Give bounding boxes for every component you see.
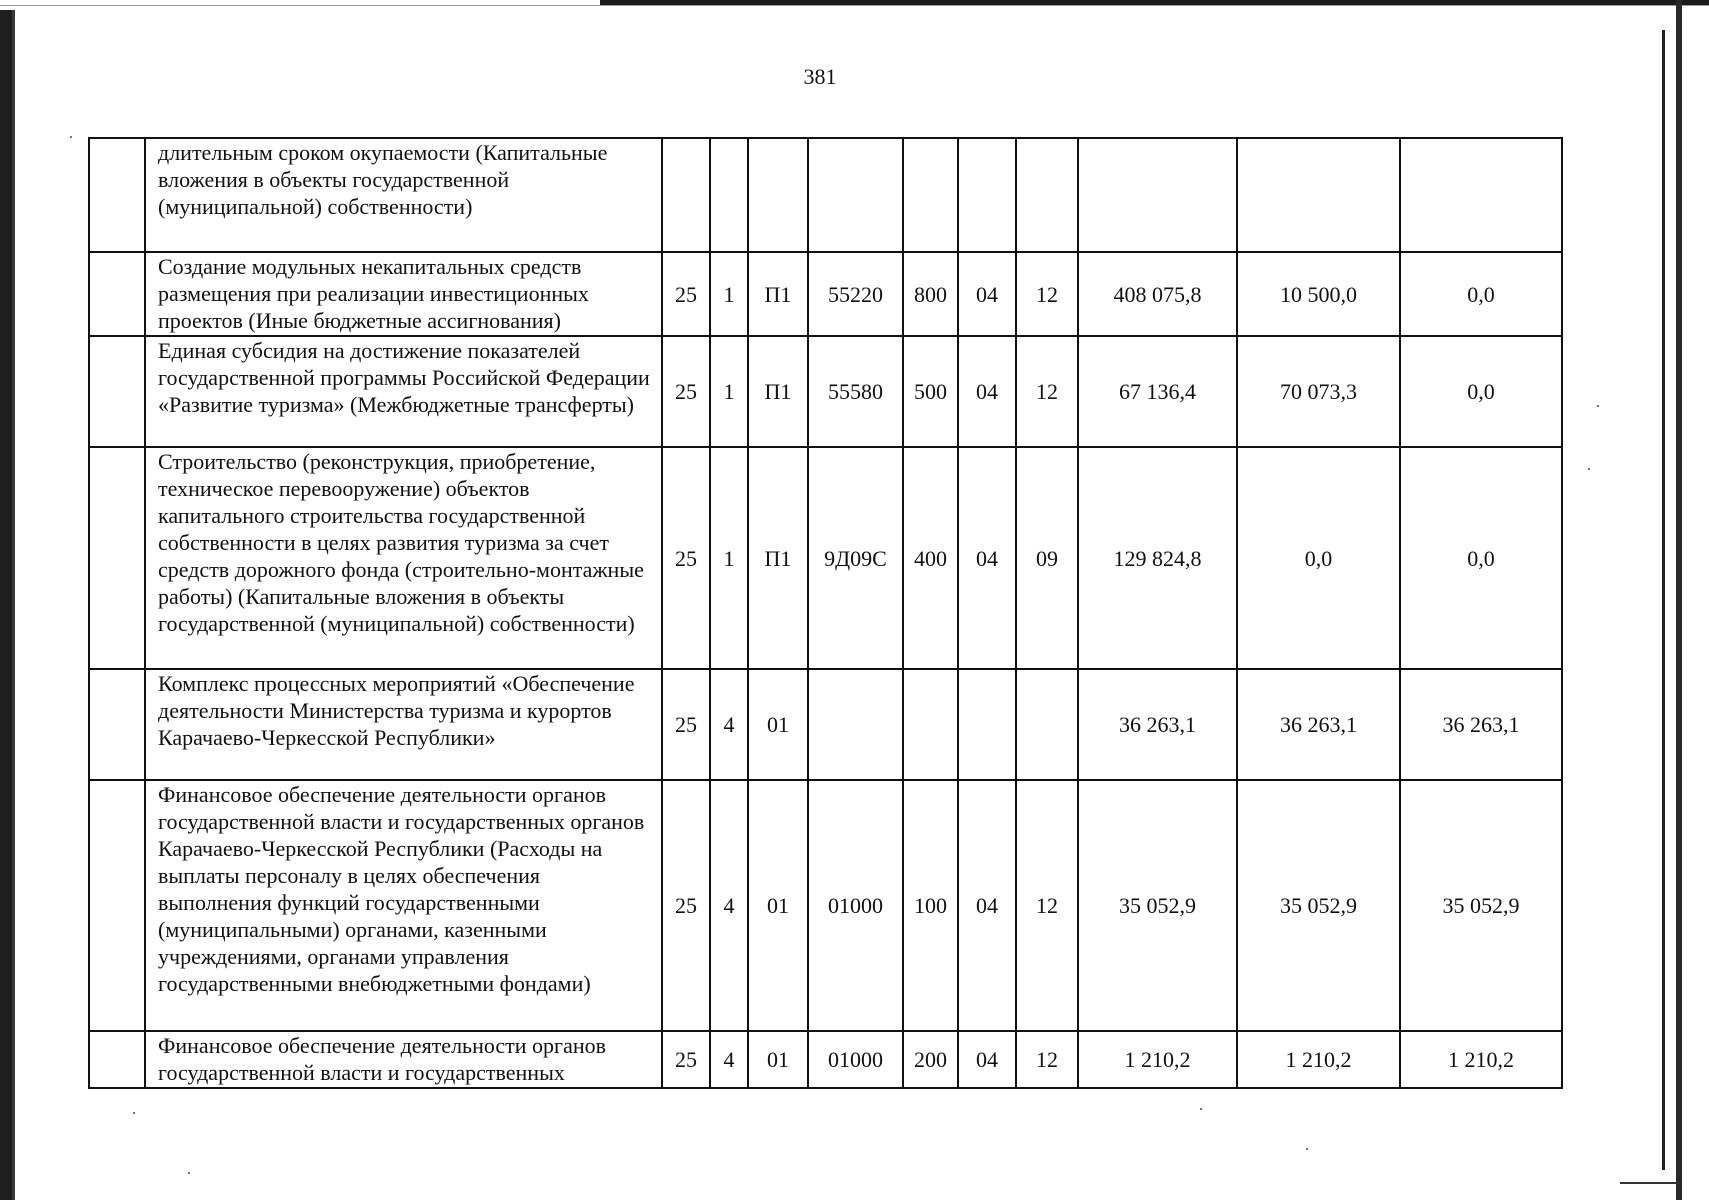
amount-cell: 408 075,8 bbox=[1078, 252, 1237, 336]
code-cell: 55580 bbox=[808, 336, 903, 447]
scan-edge-top-line bbox=[0, 5, 1709, 6]
code-cell: 400 bbox=[903, 447, 958, 669]
amount-cell bbox=[1237, 138, 1400, 252]
row-number-cell bbox=[89, 669, 145, 780]
code-cell: 01000 bbox=[808, 1031, 903, 1088]
code-cell: П1 bbox=[748, 252, 808, 336]
amount-cell: 67 136,4 bbox=[1078, 336, 1237, 447]
code-cell bbox=[662, 138, 710, 252]
amount-cell: 1 210,2 bbox=[1237, 1031, 1400, 1088]
code-cell: 4 bbox=[710, 669, 748, 780]
amount-cell: 35 052,9 bbox=[1237, 780, 1400, 1031]
amount-cell: 35 052,9 bbox=[1400, 780, 1562, 1031]
row-number-cell bbox=[89, 780, 145, 1031]
code-cell: 25 bbox=[662, 1031, 710, 1088]
code-cell bbox=[710, 138, 748, 252]
row-number-cell bbox=[89, 1031, 145, 1088]
code-cell: 04 bbox=[958, 780, 1016, 1031]
description-cell: Строительство (реконструкция, приобретение, техническое перевооружение) объектов капитального строительства государственной собственности в целях развития туризма за счет средств дорожного фонда (строительно-монтажные работы) (Капитальные вложения в объекты государственной (муниципальной) собственности) bbox=[145, 447, 662, 669]
code-cell bbox=[1016, 138, 1078, 252]
description-cell: Комплекс процессных мероприятий «Обеспечение деятельности Министерства туризма и курортов Карачаево-Черкесской Республики» bbox=[145, 669, 662, 780]
code-cell: 800 bbox=[903, 252, 958, 336]
amount-cell: 0,0 bbox=[1400, 447, 1562, 669]
table-row bbox=[89, 669, 1562, 780]
code-cell bbox=[958, 669, 1016, 780]
code-cell: 04 bbox=[958, 336, 1016, 447]
amount-cell: 35 052,9 bbox=[1078, 780, 1237, 1031]
amount-cell: 0,0 bbox=[1237, 447, 1400, 669]
row-number-cell bbox=[89, 138, 145, 252]
table-row bbox=[89, 336, 1562, 447]
scan-speck bbox=[188, 1172, 190, 1174]
amount-cell: 1 210,2 bbox=[1400, 1031, 1562, 1088]
scan-speck bbox=[133, 1112, 135, 1114]
amount-cell: 129 824,8 bbox=[1078, 447, 1237, 669]
code-cell: 12 bbox=[1016, 780, 1078, 1031]
code-cell: 09 bbox=[1016, 447, 1078, 669]
description-cell: Создание модульных некапитальных средств размещения при реализации инвестиционных проектов (Иные бюджетные ассигнования) bbox=[145, 252, 662, 336]
scan-speck bbox=[1588, 468, 1590, 470]
amount-cell bbox=[1400, 138, 1562, 252]
code-cell: 25 bbox=[662, 252, 710, 336]
code-cell: 4 bbox=[710, 1031, 748, 1088]
amount-cell: 70 073,3 bbox=[1237, 336, 1400, 447]
amount-cell: 36 263,1 bbox=[1400, 669, 1562, 780]
description-cell: длительным сроком окупаемости (Капитальные вложения в объекты государственной (муниципальной) собственности) bbox=[145, 138, 662, 252]
amount-cell: 10 500,0 bbox=[1237, 252, 1400, 336]
table-row bbox=[89, 447, 1562, 669]
scan-edge-left bbox=[0, 10, 20, 1200]
code-cell: 4 bbox=[710, 780, 748, 1031]
code-cell: 01000 bbox=[808, 780, 903, 1031]
code-cell: 04 bbox=[958, 447, 1016, 669]
row-number-cell bbox=[89, 336, 145, 447]
code-cell bbox=[903, 138, 958, 252]
code-cell: 1 bbox=[710, 252, 748, 336]
code-cell: П1 bbox=[748, 447, 808, 669]
scan-speck bbox=[1200, 1108, 1202, 1110]
scan-speck bbox=[70, 136, 72, 138]
code-cell bbox=[808, 138, 903, 252]
code-cell bbox=[808, 669, 903, 780]
page-number: 381 bbox=[803, 64, 837, 89]
code-cell: 9Д09С bbox=[808, 447, 903, 669]
amount-cell: 0,0 bbox=[1400, 336, 1562, 447]
description-cell: Единая субсидия на достижение показателей государственной программы Российской Федерации «Развитие туризма» (Межбюджетные трансферты) bbox=[145, 336, 662, 447]
code-cell: 100 bbox=[903, 780, 958, 1031]
amount-cell: 1 210,2 bbox=[1078, 1031, 1237, 1088]
budget-table bbox=[88, 137, 1563, 1089]
code-cell: 12 bbox=[1016, 252, 1078, 336]
code-cell: 25 bbox=[662, 447, 710, 669]
code-cell: 04 bbox=[958, 1031, 1016, 1088]
table-row bbox=[89, 138, 1562, 252]
code-cell: 25 bbox=[662, 336, 710, 447]
code-cell: 12 bbox=[1016, 1031, 1078, 1088]
scan-edge-right-line bbox=[1662, 30, 1665, 1170]
code-cell: 12 bbox=[1016, 336, 1078, 447]
code-cell bbox=[903, 669, 958, 780]
code-cell bbox=[958, 138, 1016, 252]
row-number-cell bbox=[89, 447, 145, 669]
code-cell: 55220 bbox=[808, 252, 903, 336]
description-cell: Финансовое обеспечение деятельности органов государственной власти и государственных bbox=[145, 1031, 662, 1088]
table-row bbox=[89, 252, 1562, 336]
code-cell: П1 bbox=[748, 336, 808, 447]
table-row bbox=[89, 780, 1562, 1031]
code-cell: 500 bbox=[903, 336, 958, 447]
code-cell: 25 bbox=[662, 780, 710, 1031]
code-cell bbox=[748, 138, 808, 252]
amount-cell bbox=[1078, 138, 1237, 252]
code-cell: 04 bbox=[958, 252, 1016, 336]
scan-speck bbox=[1306, 1148, 1308, 1150]
code-cell: 1 bbox=[710, 447, 748, 669]
code-cell: 200 bbox=[903, 1031, 958, 1088]
scan-edge-right bbox=[1676, 0, 1682, 1200]
code-cell bbox=[1016, 669, 1078, 780]
code-cell: 01 bbox=[748, 780, 808, 1031]
code-cell: 25 bbox=[662, 669, 710, 780]
table-row bbox=[89, 1031, 1562, 1088]
code-cell: 01 bbox=[748, 669, 808, 780]
amount-cell: 0,0 bbox=[1400, 252, 1562, 336]
description-cell: Финансовое обеспечение деятельности органов государственной власти и государственных органов Карачаево-Черкесской Республики (Расходы на выплаты персоналу в целях обеспечения выполнения функций государственными (муниципальными) органами, казенными учреждениями, органами управления государственными внебюджетными фондами) bbox=[145, 780, 662, 1031]
scan-speck bbox=[1597, 405, 1599, 407]
code-cell: 01 bbox=[748, 1031, 808, 1088]
scan-edge-bottom-mark bbox=[1620, 1182, 1680, 1184]
row-number-cell bbox=[89, 252, 145, 336]
code-cell: 1 bbox=[710, 336, 748, 447]
amount-cell: 36 263,1 bbox=[1078, 669, 1237, 780]
amount-cell: 36 263,1 bbox=[1237, 669, 1400, 780]
